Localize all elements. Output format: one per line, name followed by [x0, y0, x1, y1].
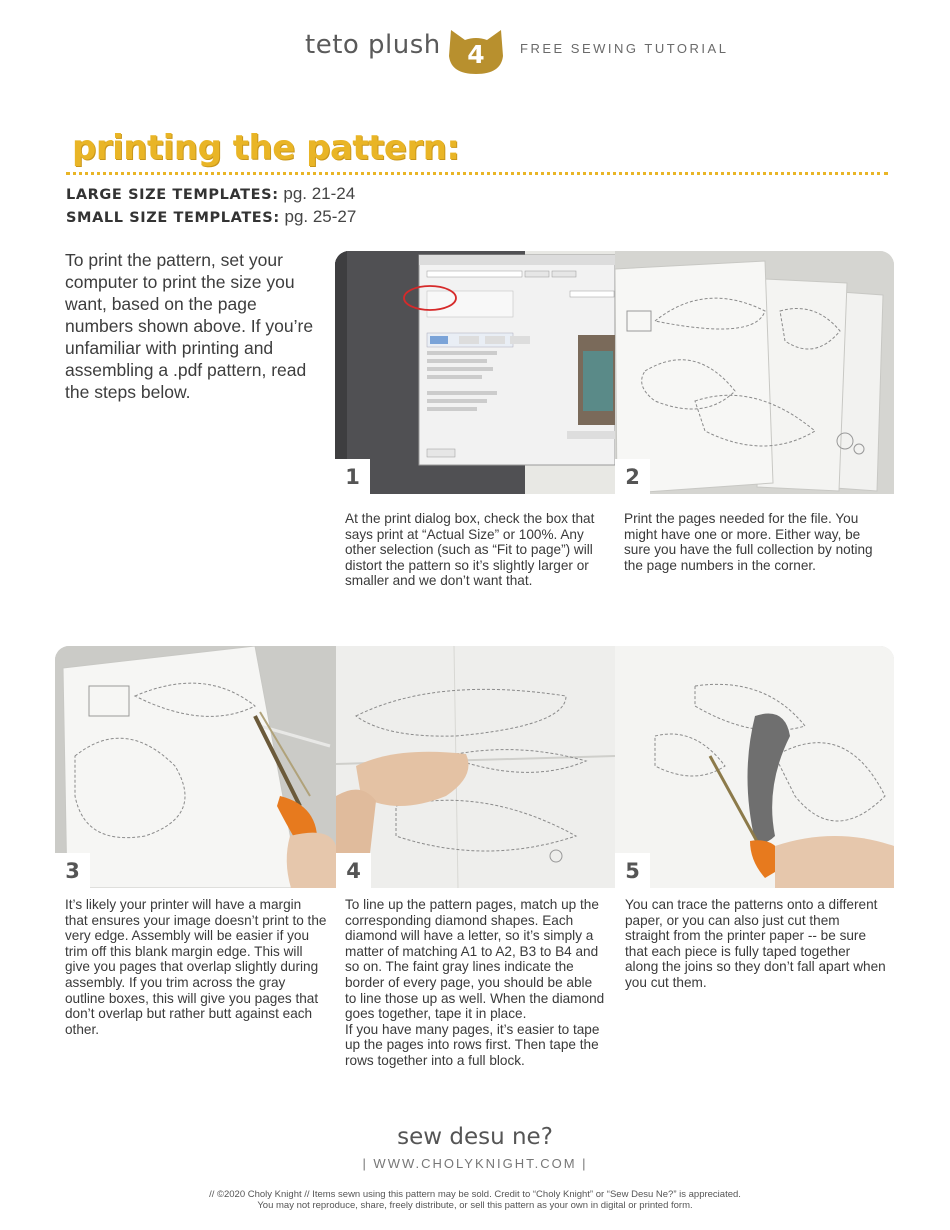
small-templates-line	[66, 207, 356, 227]
cutting-illustration	[615, 646, 894, 888]
step-1-photo	[335, 251, 615, 494]
intro-paragraph: To print the pattern, set your computer to print the size you want, based on the page numbers shown above. If you’re unfamiliar with printing and assembling a .pdf pattern, read the steps below.	[65, 250, 314, 402]
step-4-caption: To line up the pattern pages, match up the corresponding diamond shapes. Each diamond will have a letter, so it’s simply a matter of matching A1 to A2, B3 to B4 and so on. The faint gray lines indicate the border of every page, you should be able to line those up as well. When the diamond goes together, tape it in place.	[345, 897, 605, 1022]
step-3-number: 3	[55, 853, 90, 888]
step-5-photo	[615, 646, 894, 888]
trimming-illustration	[55, 646, 336, 888]
step-2-photo	[615, 251, 894, 494]
page-number: 4	[467, 40, 485, 69]
section-title: printing the pattern:	[72, 128, 460, 168]
step-3-photo	[55, 646, 336, 888]
dotted-divider	[66, 172, 888, 175]
step-1-number: 1	[335, 459, 370, 494]
large-templates-line	[66, 184, 355, 204]
footer-copyright-line-1: // ©2020 Choly Knight // Items sewn using this pattern may be sold. Credit to “Choly Knight” or “Sew Desu Ne?” is appreciated.	[209, 1189, 741, 1200]
header-title: teto plush	[305, 30, 441, 60]
print-dialog-illustration	[335, 251, 615, 494]
step-4-number: 4	[336, 853, 371, 888]
footer-url[interactable]: | WWW.CHOLYKNIGHT.COM |	[362, 1156, 588, 1171]
footer-title: sew desu ne?	[397, 1124, 553, 1150]
small-templates-pages: pg. 25-27	[284, 207, 357, 226]
step-5-number: 5	[615, 853, 650, 888]
header-subtitle: FREE SEWING TUTORIAL	[520, 41, 729, 56]
printed-pages-illustration	[615, 251, 894, 494]
large-templates-label: LARGE SIZE TEMPLATES:	[66, 187, 279, 203]
step-2-number: 2	[615, 459, 650, 494]
large-templates-pages: pg. 21-24	[283, 184, 356, 203]
step-4-caption-block	[345, 897, 607, 1069]
step-3-caption: It’s likely your printer will have a margin that ensures your image doesn’t print to the very edge. Assembly will be easier if you trim off this blank margin edge. This will give you pages that overlap slightly during assembly. If you trim across the gray outline boxes, this will give you pages that don’t overlap but rather butt against each other.	[65, 897, 327, 1037]
step-5-caption: You can trace the patterns onto a different paper, or you can also just cut them straight from the printer paper -- be sure that each piece is fully taped together along the joins so they don’t fall apart when you cut them.	[625, 897, 886, 990]
page-number-badge	[445, 26, 507, 76]
footer-copyright-line-2: You may not reproduce, share, freely distribute, or sell this pattern as your own in digital or printed form.	[257, 1200, 693, 1211]
step-4-photo	[336, 646, 615, 888]
step-4-caption-extra: If you have many pages, it’s easier to tape up the pages into rows first. Then tape the rows together into a full block.	[345, 1021, 600, 1068]
aligning-illustration	[336, 646, 615, 888]
step-1-caption: At the print dialog box, check the box that says print at “Actual Size” or 100%. Any other selection (such as “Fit to page”) will distort the pattern so it’s slightly larger or smaller and we don’t want that.	[345, 511, 595, 589]
small-templates-label: SMALL SIZE TEMPLATES:	[66, 210, 280, 226]
step-2-caption: Print the pages needed for the file. You might have one or more. Either way, be sure you have the full collection by noting the page numbers in the corner.	[624, 511, 873, 573]
